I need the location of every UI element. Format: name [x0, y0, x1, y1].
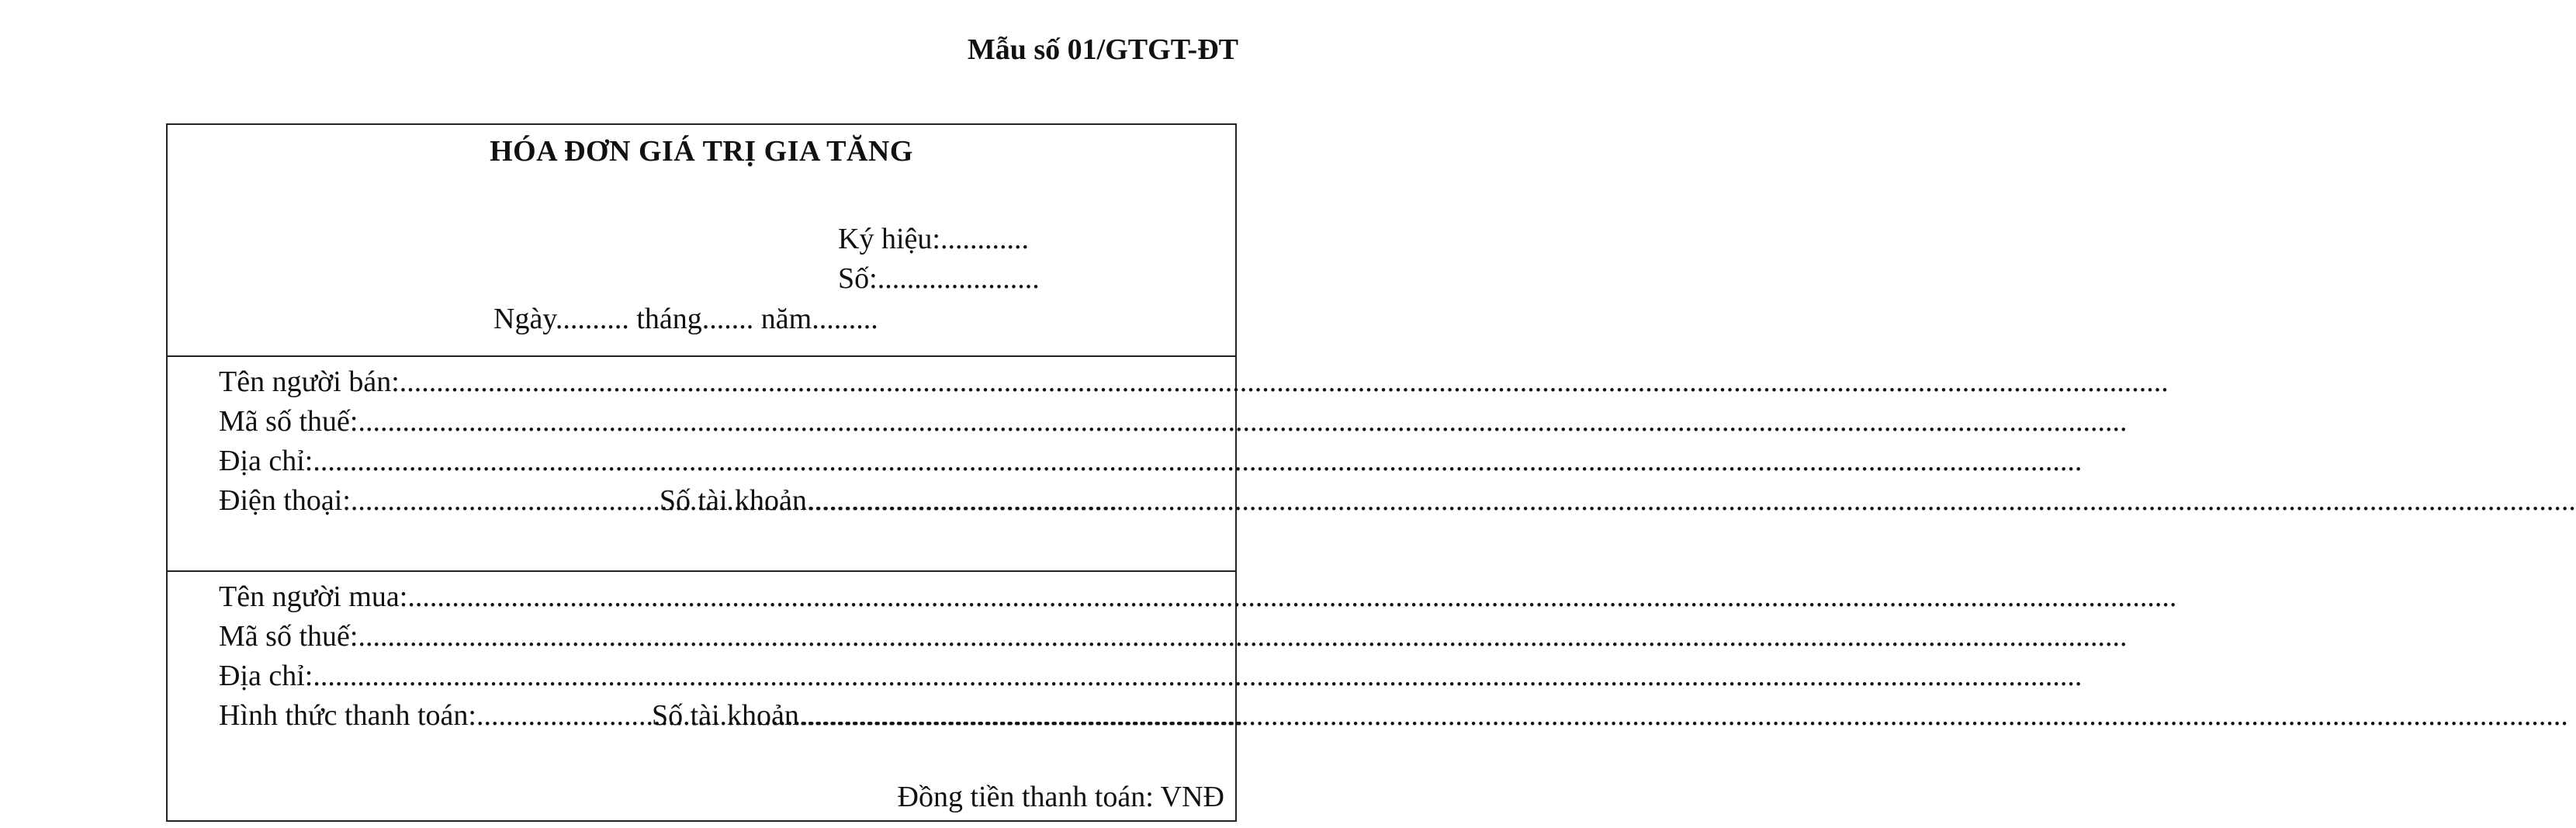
seller-name-field[interactable] — [219, 365, 1232, 400]
buyer-payment-account-field[interactable] — [219, 698, 1232, 734]
form-code: Mẫu số 01/GTGT-ĐT — [967, 33, 1238, 66]
seller-tax-code-field[interactable] — [219, 404, 1232, 440]
symbol-label: Ký hiệu: — [838, 223, 940, 255]
seller-phone-label: Điện thoại: — [219, 484, 351, 517]
seller-address-label: Địa chỉ: — [219, 445, 313, 477]
seller-account-label: Số tài khoản — [659, 484, 807, 517]
symbol-dots: ............ — [940, 223, 1029, 255]
invoice-form — [166, 123, 1237, 822]
buyer-section — [168, 572, 1235, 828]
invoice-title: HÓA ĐƠN GIÁ TRỊ GIA TĂNG — [490, 135, 913, 168]
buyer-account-label: Số tài khoản — [651, 699, 799, 732]
seller-name-label: Tên người bán: — [219, 365, 400, 398]
buyer-name-field[interactable] — [219, 580, 1232, 615]
seller-address-field[interactable] — [219, 444, 1232, 480]
invoice-number-dots: ...................... — [877, 262, 1040, 295]
seller-phone-account-field[interactable] — [219, 483, 1232, 519]
seller-tax-code-label: Mã số thuế: — [219, 405, 358, 438]
invoice-date-field[interactable]: Ngày.......... tháng....... năm......... — [493, 303, 878, 335]
date-year-label: năm — [760, 303, 812, 335]
buyer-tax-code-label: Mã số thuế: — [219, 620, 358, 653]
invoice-header — [168, 125, 1235, 357]
payment-method-label: Hình thức thanh toán: — [219, 699, 476, 732]
date-month-label: tháng — [636, 303, 702, 335]
payment-currency: Đồng tiền thanh toán: VNĐ — [897, 781, 1224, 813]
buyer-address-field[interactable] — [219, 659, 1232, 695]
invoice-number-field[interactable] — [838, 262, 1040, 296]
buyer-name-label: Tên người mua: — [219, 580, 408, 613]
buyer-address-label: Địa chỉ: — [219, 660, 313, 692]
invoice-number-label: Số: — [838, 262, 878, 295]
date-day-label: Ngày — [493, 303, 556, 335]
seller-section — [168, 357, 1235, 572]
buyer-tax-code-field[interactable] — [219, 619, 1232, 655]
symbol-field[interactable] — [838, 222, 1029, 256]
